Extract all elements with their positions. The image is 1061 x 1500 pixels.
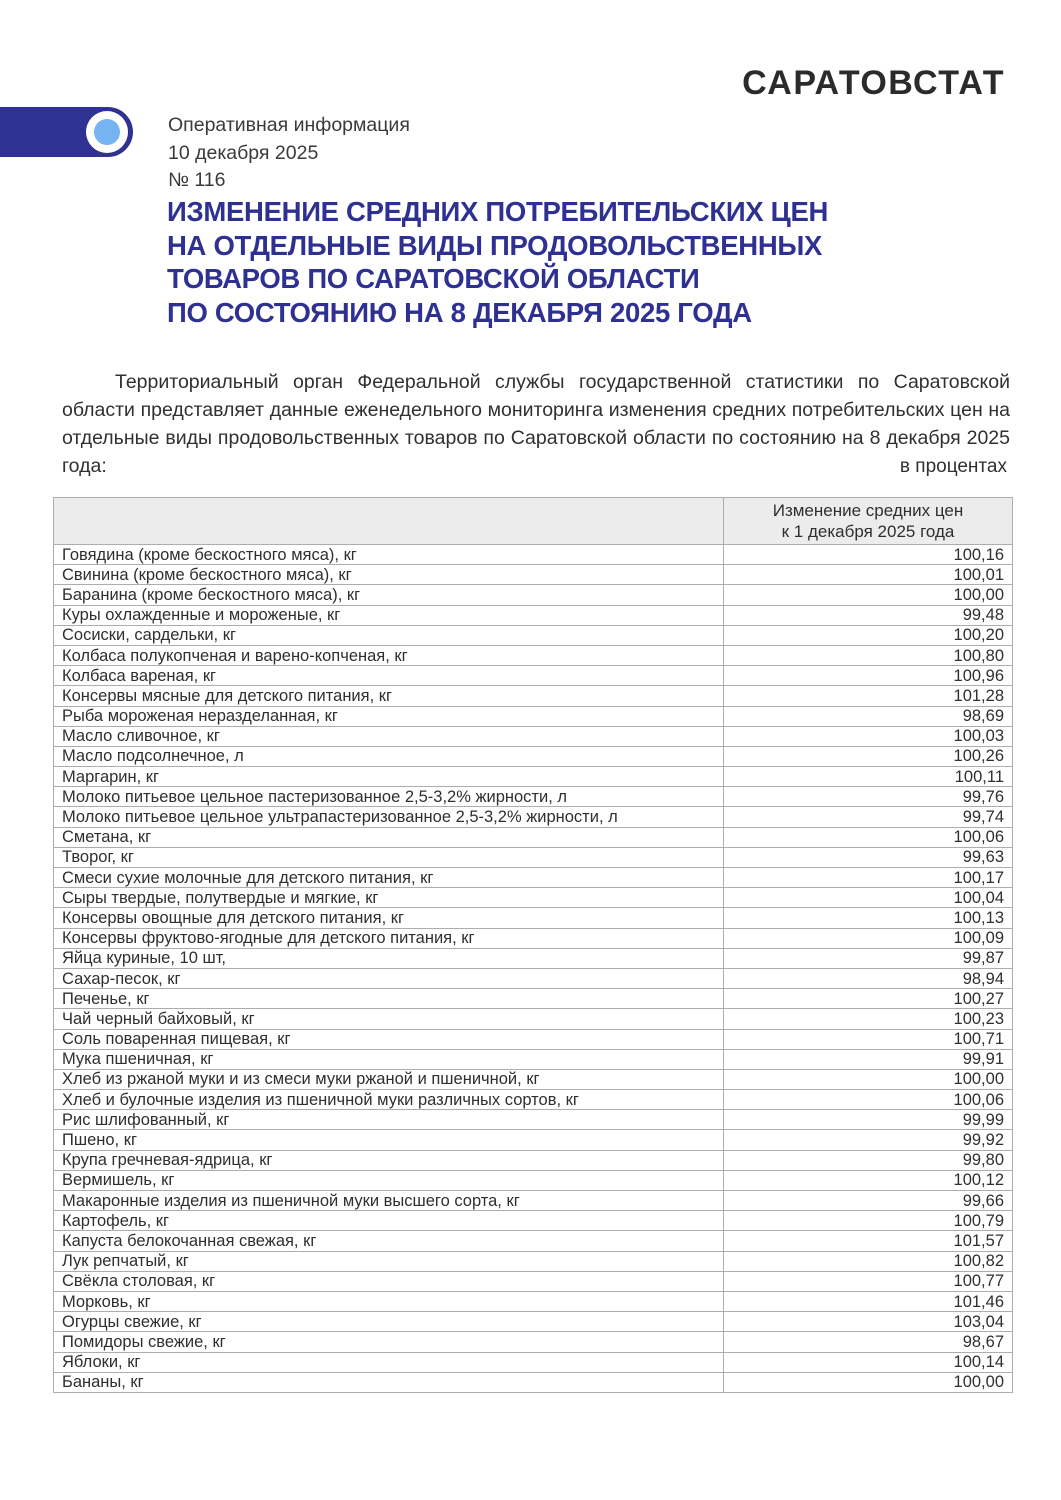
release-number: № 116 <box>168 169 226 191</box>
product-name-cell: Масло сливочное, кг <box>54 726 724 746</box>
product-name-cell: Капуста белокочанная свежая, кг <box>54 1231 724 1251</box>
table-row <box>54 1009 1013 1029</box>
price-change-cell: 100,77 <box>724 1271 1013 1291</box>
table-row <box>54 1191 1013 1211</box>
product-name-cell: Рис шлифованный, кг <box>54 1110 724 1130</box>
product-name-cell: Пшено, кг <box>54 1130 724 1150</box>
price-change-cell: 100,04 <box>724 888 1013 908</box>
product-name-cell: Консервы мясные для детского питания, кг <box>54 686 724 706</box>
price-change-cell: 100,16 <box>724 545 1013 565</box>
release-type: Оперативная информация <box>168 114 410 136</box>
table-row <box>54 1029 1013 1049</box>
product-name-cell: Куры охлажденные и мороженые, кг <box>54 605 724 625</box>
product-name-cell: Помидоры свежие, кг <box>54 1332 724 1352</box>
agency-logo-bar <box>0 107 133 157</box>
table-row <box>54 726 1013 746</box>
product-name-cell: Макаронные изделия из пшеничной муки высшего сорта, кг <box>54 1191 724 1211</box>
table-row <box>54 1110 1013 1130</box>
table-row <box>54 1312 1013 1332</box>
price-change-cell: 100,27 <box>724 989 1013 1009</box>
table-row <box>54 585 1013 605</box>
price-change-cell: 100,23 <box>724 1009 1013 1029</box>
product-name-cell: Мука пшеничная, кг <box>54 1049 724 1069</box>
table-row <box>54 1170 1013 1190</box>
title-line-2: НА ОТДЕЛЬНЫЕ ВИДЫ ПРОДОВОЛЬСТВЕННЫХ <box>167 229 823 261</box>
product-name-cell: Соль поваренная пищевая, кг <box>54 1029 724 1049</box>
units-note: в процентах <box>899 456 1007 477</box>
price-change-cell: 100,01 <box>724 565 1013 585</box>
release-date: 10 декабря 2025 <box>168 141 319 164</box>
table-row <box>54 686 1013 706</box>
table-row <box>54 1251 1013 1271</box>
price-change-cell: 100,13 <box>724 908 1013 928</box>
price-change-cell: 100,80 <box>724 645 1013 665</box>
table-row <box>54 928 1013 948</box>
agency-logo-icon <box>86 111 128 153</box>
table-row <box>54 908 1013 928</box>
product-name-cell: Рыба мороженая неразделанная, кг <box>54 706 724 726</box>
price-change-cell: 99,92 <box>724 1130 1013 1150</box>
product-name-cell: Яйца куриные, 10 шт, <box>54 948 724 968</box>
product-name-cell: Творог, кг <box>54 847 724 867</box>
table-row <box>54 706 1013 726</box>
product-name-cell: Масло подсолнечное, л <box>54 746 724 766</box>
product-name-cell: Молоко питьевое цельное ультрапастеризованное 2,5-3,2% жирности, л <box>54 807 724 827</box>
table-row <box>54 868 1013 888</box>
title-line-1: ИЗМЕНЕНИЕ СРЕДНИХ ПОТРЕБИТЕЛЬСКИХ ЦЕН <box>167 196 829 227</box>
table-row <box>54 989 1013 1009</box>
product-name-cell: Крупа гречневая-ядрица, кг <box>54 1150 724 1170</box>
price-change-cell: 99,76 <box>724 787 1013 807</box>
table-row <box>54 645 1013 665</box>
table-row <box>54 1150 1013 1170</box>
price-change-cell: 100,79 <box>724 1211 1013 1231</box>
price-change-cell: 100,00 <box>724 1372 1013 1392</box>
product-name-cell: Консервы овощные для детского питания, кг <box>54 908 724 928</box>
price-change-cell: 99,87 <box>724 948 1013 968</box>
price-change-cell: 101,46 <box>724 1291 1013 1311</box>
table-row <box>54 888 1013 908</box>
product-name-cell: Свинина (кроме бескостного мяса), кг <box>54 565 724 585</box>
product-name-cell: Сахар-песок, кг <box>54 968 724 988</box>
product-name-cell: Бананы, кг <box>54 1372 724 1392</box>
product-name-cell: Вермишель, кг <box>54 1170 724 1190</box>
release-info-block <box>168 112 410 195</box>
price-change-cell: 100,06 <box>724 827 1013 847</box>
product-name-cell: Говядина (кроме бескостного мяса), кг <box>54 545 724 565</box>
document-title <box>167 195 828 329</box>
table-row <box>54 1090 1013 1110</box>
price-change-cell: 99,66 <box>724 1191 1013 1211</box>
price-change-cell: 100,00 <box>724 1069 1013 1089</box>
table-row <box>54 565 1013 585</box>
price-change-cell: 103,04 <box>724 1312 1013 1332</box>
price-change-cell: 99,48 <box>724 605 1013 625</box>
product-name-cell: Молоко питьевое цельное пастеризованное 2,5-3,2% жирности, л <box>54 787 724 807</box>
product-name-cell: Сметана, кг <box>54 827 724 847</box>
table-row <box>54 1069 1013 1089</box>
title-line-4: ПО СОСТОЯНИЮ НА 8 ДЕКАБРЯ 2025 ГОДА <box>167 296 752 328</box>
table-row <box>54 1231 1013 1251</box>
price-change-cell: 99,74 <box>724 807 1013 827</box>
table-row <box>54 767 1013 787</box>
title-line-3: ТОВАРОВ ПО САРАТОВСКОЙ ОБЛАСТИ <box>167 263 700 294</box>
table-row <box>54 1332 1013 1352</box>
product-name-cell: Хлеб и булочные изделия из пшеничной муки различных сортов, кг <box>54 1090 724 1110</box>
product-name-cell: Маргарин, кг <box>54 767 724 787</box>
table-row <box>54 625 1013 645</box>
product-name-cell: Сосиски, сардельки, кг <box>54 625 724 645</box>
price-change-cell: 98,69 <box>724 706 1013 726</box>
product-name-cell: Печенье, кг <box>54 989 724 1009</box>
table-row <box>54 827 1013 847</box>
value-header-line-1: Изменение средних цен <box>772 501 964 520</box>
price-change-cell: 101,28 <box>724 686 1013 706</box>
price-change-cell: 100,96 <box>724 666 1013 686</box>
product-column-header <box>54 498 724 545</box>
table-row <box>54 746 1013 766</box>
price-change-cell: 100,09 <box>724 928 1013 948</box>
table-row <box>54 1271 1013 1291</box>
price-table-body <box>54 545 1013 1393</box>
price-change-cell: 98,94 <box>724 968 1013 988</box>
product-name-cell: Консервы фруктово-ягодные для детского питания, кг <box>54 928 724 948</box>
price-change-cell: 100,11 <box>724 767 1013 787</box>
product-name-cell: Чай черный байховый, кг <box>54 1009 724 1029</box>
product-name-cell: Огурцы свежие, кг <box>54 1312 724 1332</box>
table-header-row <box>54 498 1013 545</box>
price-change-cell: 100,00 <box>724 585 1013 605</box>
price-change-cell: 100,12 <box>724 1170 1013 1190</box>
price-change-cell: 99,80 <box>724 1150 1013 1170</box>
table-row <box>54 666 1013 686</box>
price-change-cell: 100,71 <box>724 1029 1013 1049</box>
price-change-cell: 98,67 <box>724 1332 1013 1352</box>
price-change-cell: 100,17 <box>724 868 1013 888</box>
price-change-cell: 100,26 <box>724 746 1013 766</box>
table-row <box>54 1130 1013 1150</box>
price-change-cell: 100,06 <box>724 1090 1013 1110</box>
price-change-cell: 99,63 <box>724 847 1013 867</box>
value-column-header <box>724 498 1013 545</box>
agency-logo-dot <box>94 119 120 145</box>
price-change-cell: 99,99 <box>724 1110 1013 1130</box>
table-row <box>54 605 1013 625</box>
table-row <box>54 968 1013 988</box>
table-row <box>54 1211 1013 1231</box>
table-row <box>54 787 1013 807</box>
product-name-cell: Колбаса вареная, кг <box>54 666 724 686</box>
price-change-cell: 99,91 <box>724 1049 1013 1069</box>
table-row <box>54 1291 1013 1311</box>
product-name-cell: Лук репчатый, кг <box>54 1251 724 1271</box>
price-change-table <box>53 497 1013 1393</box>
product-name-cell: Яблоки, кг <box>54 1352 724 1372</box>
table-row <box>54 948 1013 968</box>
product-name-cell: Морковь, кг <box>54 1291 724 1311</box>
price-change-cell: 100,82 <box>724 1251 1013 1271</box>
table-row <box>54 1049 1013 1069</box>
price-change-cell: 100,20 <box>724 625 1013 645</box>
product-name-cell: Колбаса полукопченая и варено-копченая, кг <box>54 645 724 665</box>
product-name-cell: Смеси сухие молочные для детского питания, кг <box>54 868 724 888</box>
table-row <box>54 807 1013 827</box>
table-row <box>54 1352 1013 1372</box>
product-name-cell: Хлеб из ржаной муки и из смеси муки ржаной и пшеничной, кг <box>54 1069 724 1089</box>
product-name-cell: Свёкла столовая, кг <box>54 1271 724 1291</box>
table-row <box>54 545 1013 565</box>
table-row <box>54 847 1013 867</box>
product-name-cell: Сыры твердые, полутвердые и мягкие, кг <box>54 888 724 908</box>
product-name-cell: Картофель, кг <box>54 1211 724 1231</box>
intro-paragraph: Территориальный орган Федеральной службы государственной статистики по Саратовской области представляет данные еженедельного мониторинга изменения средних потребительских цен на отдельные виды продовольственных товаров по Саратовской области по состоянию на 8 декабря 2025 года: <box>62 370 1010 478</box>
saratovstat-logotype: САРАТОВСТАТ <box>742 64 1005 102</box>
price-change-cell: 100,03 <box>724 726 1013 746</box>
product-name-cell: Баранина (кроме бескостного мяса), кг <box>54 585 724 605</box>
table-row <box>54 1372 1013 1392</box>
price-change-cell: 101,57 <box>724 1231 1013 1251</box>
price-change-cell: 100,14 <box>724 1352 1013 1372</box>
value-header-line-2: к 1 декабря 2025 года <box>781 522 955 541</box>
